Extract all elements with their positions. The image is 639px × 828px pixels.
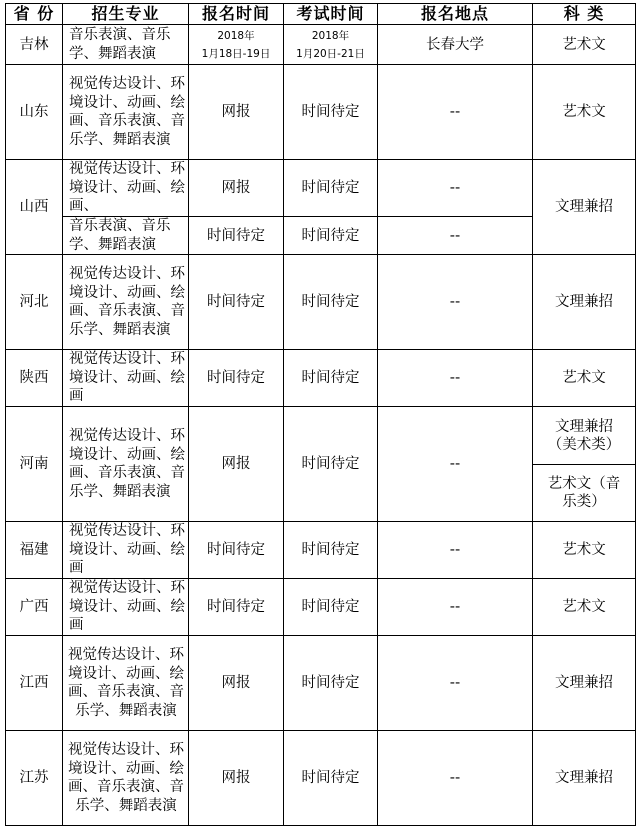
header-reg-place: 报名地点 — [378, 4, 533, 25]
header-major: 招生专业 — [63, 4, 189, 25]
reg-time-cell: 时间待定 — [189, 217, 284, 255]
header-row — [6, 4, 636, 25]
header-province: 省 份 — [6, 4, 63, 25]
header-category: 科 类 — [533, 4, 636, 25]
exam-time-cell: 时间待定 — [284, 731, 378, 826]
reg-place-cell: -- — [378, 407, 533, 522]
category-cell: 文理兼招 — [533, 160, 636, 255]
table-row — [6, 407, 636, 465]
table-row — [6, 636, 636, 731]
province-cell: 江苏 — [6, 731, 63, 826]
reg-place-cell: -- — [378, 255, 533, 350]
category-cell: 艺术文 — [533, 65, 636, 160]
table-row — [6, 731, 636, 826]
province-cell: 福建 — [6, 522, 63, 579]
exam-year: 2018年 — [311, 29, 350, 42]
category-cell-music: 艺术文（音乐类） — [533, 465, 636, 522]
reg-time-cell: 网报 — [189, 731, 284, 826]
exam-time-cell: 时间待定 — [284, 636, 378, 731]
table-row — [6, 25, 636, 65]
admissions-table — [5, 3, 636, 826]
reg-date: 1月18日-19日 — [201, 47, 271, 60]
category-cell: 文理兼招 — [533, 731, 636, 826]
reg-place-cell: -- — [378, 350, 533, 407]
reg-year: 2018年 — [217, 29, 255, 42]
province-cell: 河北 — [6, 255, 63, 350]
reg-time-cell — [189, 25, 284, 65]
reg-time-cell: 时间待定 — [189, 350, 284, 407]
reg-place-cell: -- — [378, 522, 533, 579]
reg-time-cell: 网报 — [189, 160, 284, 217]
reg-place-cell: -- — [378, 636, 533, 731]
major-cell: 视觉传达设计、环境设计、动画、绘画、音乐表演、音乐学、舞蹈表演 — [63, 407, 189, 522]
exam-time-cell: 时间待定 — [284, 255, 378, 350]
reg-time-cell: 时间待定 — [189, 255, 284, 350]
exam-time-cell: 时间待定 — [284, 217, 378, 255]
category-cell: 艺术文 — [533, 522, 636, 579]
reg-time-cell: 时间待定 — [189, 522, 284, 579]
reg-place-cell: -- — [378, 217, 533, 255]
major-cell: 视觉传达设计、环境设计、动画、绘画、音乐表演、音乐学、舞蹈表演 — [63, 731, 189, 826]
header-exam-time: 考试时间 — [284, 4, 378, 25]
category-cell: 文理兼招 — [533, 255, 636, 350]
major-cell: 视觉传达设计、环境设计、动画、绘画、音乐表演、音乐学、舞蹈表演 — [63, 636, 189, 731]
major-cell: 音乐表演、音乐学、舞蹈表演 — [63, 25, 189, 65]
reg-place-cell: -- — [378, 731, 533, 826]
table-row — [6, 522, 636, 579]
major-cell: 音乐表演、音乐学、舞蹈表演 — [63, 217, 189, 255]
reg-time-cell: 网报 — [189, 407, 284, 522]
exam-time-cell — [284, 25, 378, 65]
province-cell: 山西 — [6, 160, 63, 255]
exam-time-cell: 时间待定 — [284, 522, 378, 579]
table-row — [6, 160, 636, 217]
province-cell: 陕西 — [6, 350, 63, 407]
category-cell: 艺术文 — [533, 350, 636, 407]
province-cell: 河南 — [6, 407, 63, 522]
exam-time-cell: 时间待定 — [284, 160, 378, 217]
category-cell: 艺术文 — [533, 579, 636, 636]
major-cell: 视觉传达设计、环境设计、动画、绘画 — [63, 579, 189, 636]
major-cell: 视觉传达设计、环境设计、动画、绘画、音乐表演、音乐学、舞蹈表演 — [63, 255, 189, 350]
table-row — [6, 579, 636, 636]
major-cell: 视觉传达设计、环境设计、动画、绘画 — [63, 522, 189, 579]
major-cell: 视觉传达设计、环境设计、动画、绘画、音乐表演、音乐学、舞蹈表演 — [63, 65, 189, 160]
reg-time-cell: 网报 — [189, 65, 284, 160]
table-row — [6, 65, 636, 160]
exam-time-cell: 时间待定 — [284, 350, 378, 407]
province-cell: 山东 — [6, 65, 63, 160]
province-cell: 广西 — [6, 579, 63, 636]
exam-time-cell: 时间待定 — [284, 407, 378, 522]
reg-place-cell: -- — [378, 65, 533, 160]
major-cell: 视觉传达设计、环境设计、动画、绘画 — [63, 350, 189, 407]
reg-time-cell: 时间待定 — [189, 579, 284, 636]
reg-place-cell: -- — [378, 579, 533, 636]
reg-place-cell: 长春大学 — [378, 25, 533, 65]
admissions-table-container — [5, 3, 635, 826]
province-cell: 吉林 — [6, 25, 63, 65]
exam-time-cell: 时间待定 — [284, 579, 378, 636]
table-row — [6, 255, 636, 350]
category-cell: 文理兼招 — [533, 636, 636, 731]
reg-time-cell: 网报 — [189, 636, 284, 731]
table-row — [6, 350, 636, 407]
category-cell: 艺术文 — [533, 25, 636, 65]
province-cell: 江西 — [6, 636, 63, 731]
category-cell-art: 文理兼招（美术类） — [533, 407, 636, 465]
reg-place-cell: -- — [378, 160, 533, 217]
exam-time-cell: 时间待定 — [284, 65, 378, 160]
major-cell: 视觉传达设计、环境设计、动画、绘画、 — [63, 160, 189, 217]
header-reg-time: 报名时间 — [189, 4, 284, 25]
exam-date: 1月20日-21日 — [296, 47, 365, 60]
